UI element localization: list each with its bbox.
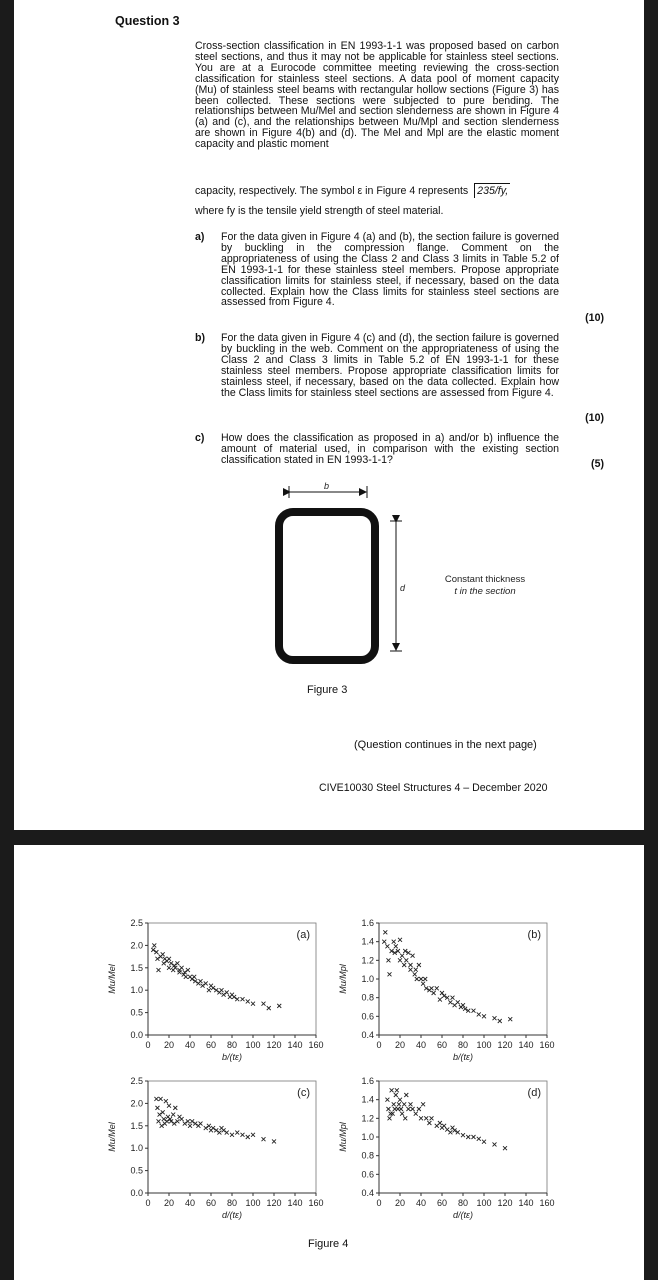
panel-1-point (421, 982, 425, 986)
panel-2-point (173, 1106, 177, 1110)
panel-3-ytick-label: 1.0 (361, 1132, 374, 1142)
panel-1-point (385, 944, 389, 948)
panel-1-xtick-label: 40 (415, 1040, 427, 1050)
panel-0-point (157, 968, 161, 972)
panel-1-point (382, 940, 386, 944)
panel-2-ytick-label: 0.5 (130, 1165, 143, 1176)
panel-0-xtick-label: 160 (308, 1040, 324, 1050)
panel-1-panel-label: (b) (527, 929, 541, 941)
panel-1-point (388, 972, 392, 976)
panel-1-point (423, 977, 427, 981)
panel-3-point (395, 1088, 399, 1092)
panel-2-ytick-label: 1.5 (130, 1120, 143, 1131)
question-intro: Cross-section classification in EN 1993-1-1 was proposed based on carbon steel sections, and thus it may not be applicable for stainless steel sections. You are at a Eurocode committee meeting reviewing the cross-section classification for stainless steel sections. A data pool of moment capacity (Mu) of stainless steel beams with rectangular hollow sections (Figure 3) has been collected. These sections were subjected to pure bending. The relationships between Mu/Mel and section slenderness are shown in Figure 4 (a) and (c), and the relationships between Mu/Mpl and section slenderness are shown in Figure 4(b) and (d). The Mel and Mpl are the elastic moment capacity and plastic moment (195, 40, 559, 151)
panel-3-ytick-label: 0.6 (361, 1169, 374, 1180)
panel-1-point (456, 1000, 460, 1004)
panel-2-point (241, 1133, 245, 1137)
part-c-label: c) (195, 432, 205, 444)
panel-1-point (411, 954, 415, 958)
panel-1-point (493, 1016, 497, 1020)
panel-3-point (427, 1121, 431, 1125)
panel-3-point (398, 1098, 402, 1102)
panel-3-point (451, 1126, 455, 1130)
panel-0-point (161, 952, 165, 956)
panel-3-point (386, 1107, 390, 1111)
panel-3-ytick-label: 0.4 (361, 1188, 374, 1198)
panel-3-panel-label: (d) (527, 1087, 541, 1099)
panel-1-ytick-label: 0.4 (361, 1030, 374, 1040)
panel-2-plot-area (148, 1081, 316, 1193)
panel-0-point (241, 997, 245, 1001)
part-b-text: For the data given in Figure 4 (c) and (d), the section failure is governed by buckling in the web. Comment on the appropriateness of using the Class 2 and Class 3 limits in Table 5.2 of EN 1993-1-1 for these stainless steel members. Propose appropriate classification limits for stainless steel, if necessary, based on the data collected. Explain how the Class limits for stainless steel sections are assessed from Figure 4. (221, 332, 559, 399)
panel-2-ytick-label: 1.0 (130, 1143, 143, 1154)
thickness-note-line1: Constant thickness (444, 574, 526, 585)
panel-1-ytick-label: 1.2 (361, 955, 374, 966)
page-footer: CIVE10030 Steel Structures 4 – December 2020 (319, 782, 548, 794)
panel-3-point (482, 1140, 486, 1144)
panel-2-point (199, 1122, 203, 1126)
panel-3-xtick-label: 120 (497, 1198, 513, 1208)
exam-page-2 (14, 845, 644, 1280)
panel-1-xtick-label: 60 (436, 1040, 448, 1050)
panel-3-point (421, 1102, 425, 1106)
panel-3-plot-area (379, 1081, 547, 1193)
panel-0-xtick-label: 100 (245, 1040, 261, 1050)
panel-3-point (424, 1116, 428, 1120)
panel-1-x-label: b/(tε) (453, 1052, 473, 1062)
panel-1-ytick-label: 1.6 (361, 918, 374, 928)
panel-1-xtick-label: 100 (476, 1040, 492, 1050)
part-b-label: b) (195, 332, 205, 344)
panel-2-ytick-label: 2.5 (130, 1076, 143, 1086)
panel-0-point (178, 970, 182, 974)
panel-3-point (404, 1093, 408, 1097)
panel-0-y-label: Mu/Mel (107, 964, 117, 994)
panel-3-xtick-label: 60 (436, 1198, 448, 1208)
panel-0-xtick-label: 60 (205, 1040, 217, 1050)
d-dimension-label: d (400, 583, 406, 593)
panel-3-point (461, 1133, 465, 1137)
panel-2-point (230, 1133, 234, 1137)
panel-1-point (415, 977, 419, 981)
panel-3-ytick-label: 1.4 (361, 1094, 374, 1105)
panel-0-ytick-label: 1.0 (130, 985, 143, 996)
panel-1-point (417, 963, 421, 967)
panel-1-point (432, 991, 436, 995)
panel-3-y-label: Mu/Mpl (338, 1122, 348, 1152)
panel-2-point (154, 1097, 158, 1101)
exam-page-1 (14, 0, 644, 830)
panel-1-point (448, 1000, 452, 1004)
panel-2-point (164, 1099, 168, 1103)
panel-1-point (451, 996, 455, 1000)
panel-0-point (152, 943, 156, 947)
panel-3-xtick-label: 40 (415, 1198, 427, 1208)
panel-0-ytick-label: 2.0 (130, 940, 143, 951)
panel-3-point (402, 1102, 406, 1106)
panel-3-point (389, 1112, 393, 1116)
panel-0-xtick-label: 140 (287, 1040, 303, 1050)
part-b-marks: (10) (585, 412, 604, 424)
panel-1-ytick-label: 1.4 (361, 936, 374, 947)
part-a-text: For the data given in Figure 4 (a) and (b), the section failure is governed by buckling in the compression flange. Comment on the appropriateness of using the Class 2 and Class 3 limits in Table 5.2 of EN 1993-1-1 for these stainless steel members. Propose appropriate classification limits for stainless steel, if necessary, based on the data collected. Explain how the Class limits for stainless steel sections are assessed from Figure 4. (221, 231, 559, 309)
panel-3-point (388, 1116, 392, 1120)
where-line: where fy is the tensile yield strength of steel material. (195, 205, 444, 217)
panel-2-xtick-label: 0 (145, 1198, 151, 1208)
panel-0-point (207, 988, 211, 992)
panel-0-point (167, 966, 171, 970)
panel-1-point (409, 968, 413, 972)
panel-1-ytick-label: 1.0 (361, 974, 374, 984)
panel-0-point (192, 975, 196, 979)
panel-1-point (398, 958, 402, 962)
panel-2-point (246, 1135, 250, 1139)
panel-2-point (251, 1133, 255, 1137)
panel-3-point (394, 1093, 398, 1097)
panel-3-point (385, 1098, 389, 1102)
panel-1-point (498, 1019, 502, 1023)
continues-note: (Question continues in the next page) (354, 739, 537, 751)
panel-3-point (493, 1142, 497, 1146)
panel-3-point (411, 1107, 415, 1111)
panel-1-point (414, 968, 418, 972)
panel-3-xtick-label: 140 (518, 1198, 534, 1208)
figure-4-charts (14, 845, 644, 1235)
panel-3-ytick-label: 0.8 (361, 1150, 374, 1161)
panel-0-xtick-label: 120 (266, 1040, 282, 1050)
panel-2-point (159, 1097, 163, 1101)
panel-2-xtick-label: 140 (287, 1198, 303, 1208)
panel-3-point (417, 1107, 421, 1111)
panel-1-xtick-label: 80 (457, 1040, 469, 1050)
rhs-section-outline (279, 512, 375, 660)
part-c-marks: (5) (591, 458, 604, 470)
panel-2-point (180, 1117, 184, 1121)
panel-1-xtick-label: 140 (518, 1040, 534, 1050)
panel-3-ytick-label: 1.2 (361, 1113, 374, 1124)
panel-1-point (386, 958, 390, 962)
panel-3-point (403, 1116, 407, 1120)
panel-0-xtick-label: 0 (145, 1040, 151, 1050)
panel-1-point (413, 972, 417, 976)
panel-2-panel-label: (c) (297, 1087, 310, 1099)
panel-0-point (277, 1004, 281, 1008)
panel-0-xtick-label: 40 (184, 1040, 196, 1050)
panel-2-ytick-label: 2.0 (130, 1098, 143, 1109)
panel-1-point (482, 1014, 486, 1018)
panel-1-ytick-label: 0.8 (361, 992, 374, 1003)
panel-1-point (419, 977, 423, 981)
thickness-note-line2: t in the section (454, 586, 516, 597)
panel-3-xtick-label: 20 (394, 1198, 406, 1208)
panel-0-point (199, 979, 203, 983)
panel-0-ytick-label: 1.5 (130, 962, 143, 973)
panel-1-point (400, 954, 404, 958)
panel-0-xtick-label: 20 (163, 1040, 175, 1050)
panel-1-point (440, 991, 444, 995)
panel-3-point (409, 1102, 413, 1106)
panel-2-point (157, 1119, 161, 1123)
panel-3-ytick-label: 1.6 (361, 1076, 374, 1086)
panel-1-xtick-label: 160 (539, 1040, 555, 1050)
panel-3-xtick-label: 80 (457, 1198, 469, 1208)
panel-3-point (392, 1102, 396, 1106)
panel-0-panel-label: (a) (296, 929, 310, 941)
panel-0-point (246, 999, 250, 1003)
panel-2-point (272, 1139, 276, 1143)
panel-3-point (397, 1102, 401, 1106)
panel-3-point (466, 1135, 470, 1139)
panel-2-point (171, 1113, 175, 1117)
panel-1-xtick-label: 0 (376, 1040, 382, 1050)
b-dimension-label: b (324, 481, 330, 491)
panel-3-x-label: d/(tε) (453, 1210, 473, 1220)
panel-1-point (402, 963, 406, 967)
panel-3-point (448, 1130, 452, 1134)
part-a-marks: (10) (585, 312, 604, 324)
panel-3-point (503, 1146, 507, 1150)
panel-2-xtick-label: 120 (266, 1198, 282, 1208)
figure-3-diagram (14, 0, 644, 700)
panel-2-xtick-label: 40 (184, 1198, 196, 1208)
panel-2-point (235, 1131, 239, 1135)
panel-1-point (409, 963, 413, 967)
panel-1-point (438, 998, 442, 1002)
question-heading: Question 3 (115, 14, 180, 28)
panel-1-point (477, 1012, 481, 1016)
panel-1-point (472, 1009, 476, 1013)
panel-1-point (430, 986, 434, 990)
panel-0-point (251, 1002, 255, 1006)
panel-1-point (383, 930, 387, 934)
panel-0-point (262, 1002, 266, 1006)
part-a-label: a) (195, 231, 205, 243)
panel-1-ytick-label: 0.6 (361, 1011, 374, 1022)
panel-0-ytick-label: 0.0 (130, 1030, 143, 1040)
panel-1-point (394, 944, 398, 948)
panel-3-point (419, 1116, 423, 1120)
panel-2-point (155, 1106, 159, 1110)
panel-3-point (391, 1112, 395, 1116)
panel-1-point (404, 958, 408, 962)
panel-3-point (472, 1135, 476, 1139)
panel-3-point (414, 1112, 418, 1116)
epsilon-formula: 235/fy, (474, 183, 510, 198)
panel-0-point (167, 957, 171, 961)
panel-0-point (220, 988, 224, 992)
panel-2-xtick-label: 80 (226, 1198, 238, 1208)
panel-2-point (167, 1104, 171, 1108)
panel-3-point (430, 1116, 434, 1120)
panel-3-xtick-label: 0 (376, 1198, 382, 1208)
panel-0-ytick-label: 0.5 (130, 1007, 143, 1018)
panel-2-point (188, 1124, 192, 1128)
panel-0-xtick-label: 80 (226, 1040, 238, 1050)
panel-1-point (435, 986, 439, 990)
figure-3-caption: Figure 3 (307, 684, 348, 696)
panel-0-point (184, 975, 188, 979)
panel-2-x-label: d/(tε) (222, 1210, 242, 1220)
panel-3-point (390, 1088, 394, 1092)
panel-1-point (392, 940, 396, 944)
panel-1-xtick-label: 20 (394, 1040, 406, 1050)
panel-3-point (399, 1107, 403, 1111)
panel-1-y-label: Mu/Mpl (338, 964, 348, 994)
panel-2-xtick-label: 60 (205, 1198, 217, 1208)
panel-0-ytick-label: 2.5 (130, 918, 143, 928)
panel-1-xtick-label: 120 (497, 1040, 513, 1050)
panel-3-point (442, 1124, 446, 1128)
panel-3-point (406, 1107, 410, 1111)
panel-2-xtick-label: 100 (245, 1198, 261, 1208)
intro-end-text: capacity, respectively. The symbol ε in Figure 4 represents (195, 185, 469, 197)
panel-1-point (461, 1003, 465, 1007)
panel-0-point (267, 1006, 271, 1010)
panel-0-plot-area (148, 923, 316, 1035)
panel-0-point (180, 966, 184, 970)
panel-1-point (508, 1017, 512, 1021)
panel-3-point (477, 1137, 481, 1141)
panel-2-ytick-label: 0.0 (130, 1188, 143, 1198)
panel-3-point (438, 1121, 442, 1125)
panel-2-xtick-label: 20 (163, 1198, 175, 1208)
panel-1-plot-area (379, 923, 547, 1035)
panel-2-y-label: Mu/Mel (107, 1122, 117, 1152)
panel-0-x-label: b/(tε) (222, 1052, 242, 1062)
part-c-text: How does the classification as proposed in a) and/or b) influence the amount of material used, in comparison with the existing section classification stated in EN 1993-1-1? (221, 432, 559, 466)
panel-3-xtick-label: 100 (476, 1198, 492, 1208)
figure-4-caption: Figure 4 (308, 1238, 349, 1250)
panel-2-xtick-label: 160 (308, 1198, 324, 1208)
panel-3-xtick-label: 160 (539, 1198, 555, 1208)
panel-3-point (400, 1112, 404, 1116)
panel-2-point (262, 1137, 266, 1141)
panel-1-point (398, 938, 402, 942)
